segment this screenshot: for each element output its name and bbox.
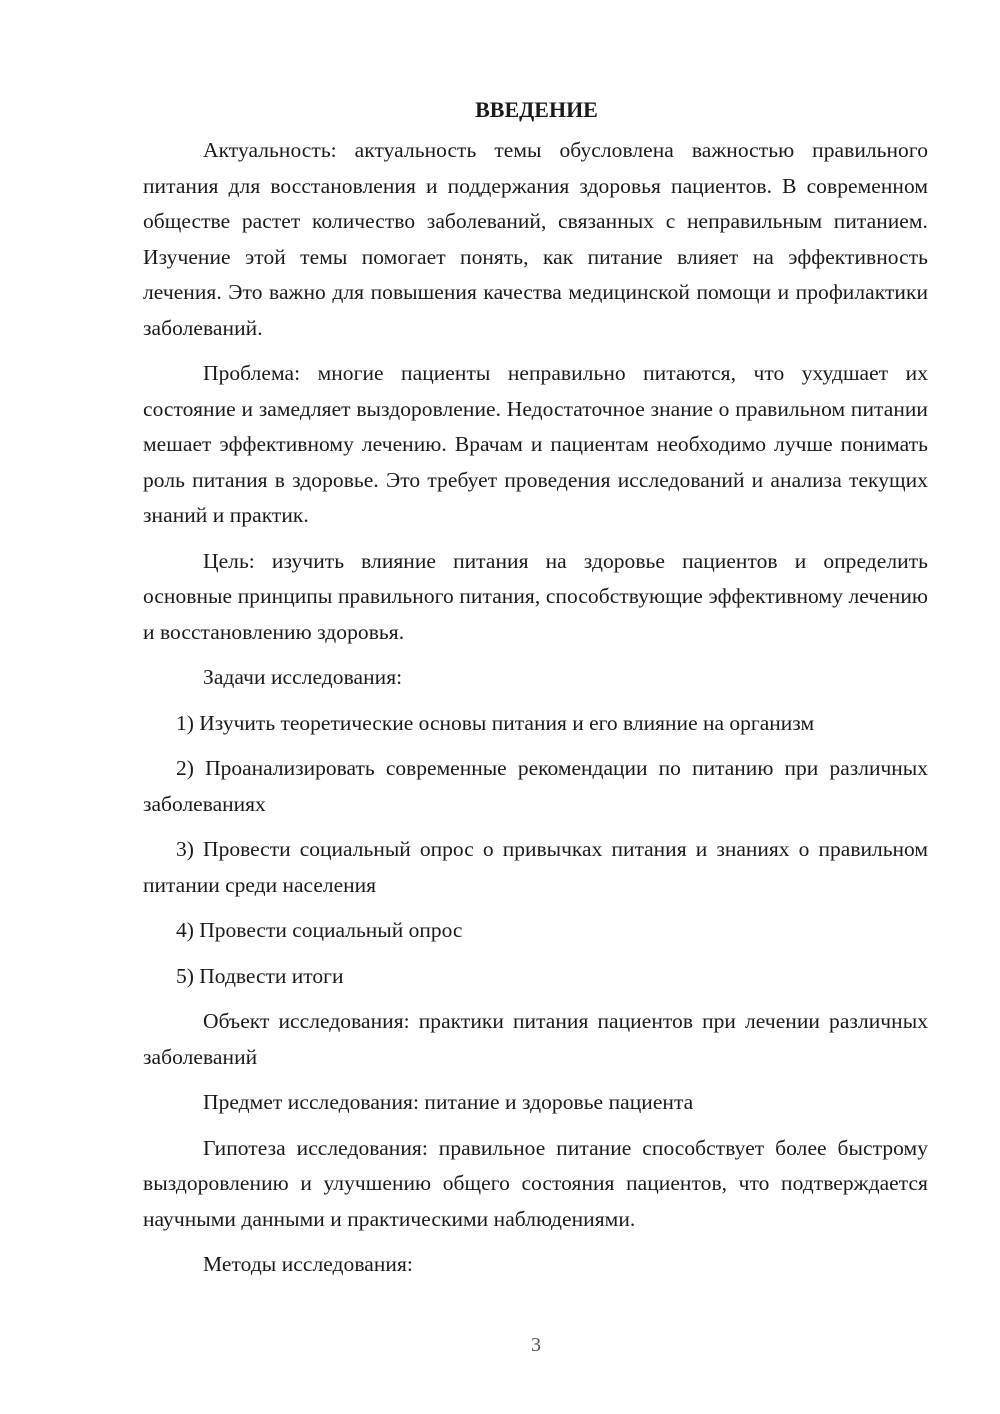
problem-paragraph: Проблема: многие пациенты неправильно питаются, что ухудшает их состояние и замедляет выздоровление. Недостаточное знание о правильном питании мешает эффективному лечению. Врачам и пациентам необходимо лучше понимать роль питания в здоровье. Это требует проведения исследований и анализа текущих знаний и практик.	[143, 361, 928, 527]
task-item-3: 3) Провести социальный опрос о привычках питания и знаниях о правильном питании среди населения	[143, 837, 928, 897]
task-item-5: 5) Подвести итоги	[176, 963, 344, 988]
goal-paragraph: Цель: изучить влияние питания на здоровье пациентов и определить основные принципы правильного питания, способствующие эффективному лечению и восстановлению здоровья.	[143, 548, 928, 644]
document-page	[143, 92, 928, 1293]
subject-paragraph: Предмет исследования: питание и здоровье пациента	[203, 1090, 694, 1114]
methods-heading: Методы исследования:	[203, 1252, 413, 1276]
task-item-1: 1) Изучить теоретические основы питания и его влияние на организм	[176, 710, 815, 735]
task-item-4: 4) Провести социальный опрос	[176, 918, 463, 942]
relevance-paragraph: Актуальность: актуальность темы обусловлена важностью правильного питания для восстановления и поддержания здоровья пациентов. В современном обществе растет количество заболеваний, связанных с неправильным питанием. Изучение этой темы помогает понять, как питание влияет на эффективность лечения. Это важно для повышения качества медицинской помощи и профилактики заболеваний.	[143, 138, 928, 340]
tasks-heading: Задачи исследования:	[203, 665, 403, 689]
section-title: ВВЕДЕНИЕ	[475, 97, 598, 122]
page-number: 3	[531, 1334, 541, 1356]
hypothesis-paragraph: Гипотеза исследования: правильное питание способствует более быстрому выздоровлению и улучшению общего состояния пациентов, что подтверждается научными данными и практическими наблюдениями.	[143, 1135, 928, 1231]
task-item-2: 2) Проанализировать современные рекомендации по питанию при различных заболеваниях	[143, 756, 928, 816]
object-paragraph: Объект исследования: практики питания пациентов при лечении различных заболеваний	[143, 1009, 928, 1069]
